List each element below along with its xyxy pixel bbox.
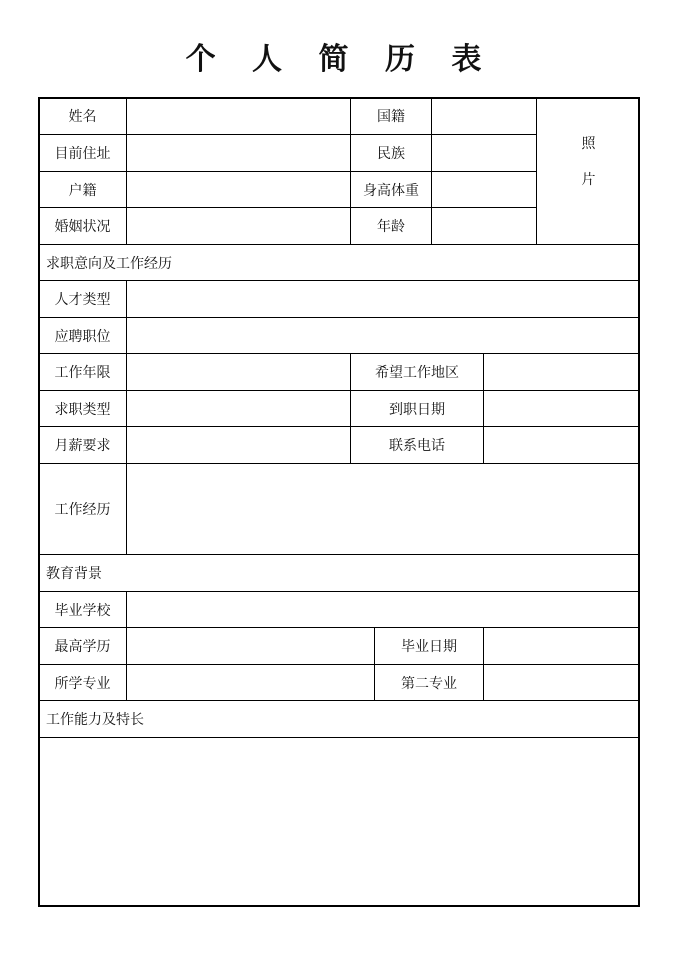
- height-weight-field[interactable]: [432, 172, 536, 207]
- job-type-field[interactable]: [127, 391, 350, 426]
- label-experience: 工作经历: [54, 502, 111, 518]
- address-field[interactable]: [127, 135, 350, 171]
- label-region: 希望工作地区: [375, 365, 459, 381]
- label-second-major: 第二专业: [401, 675, 457, 692]
- label-height-weight: 身高体重: [363, 182, 419, 199]
- label-start-date: 到职日期: [389, 401, 445, 418]
- phone-field[interactable]: [484, 427, 640, 463]
- major-field[interactable]: [127, 665, 374, 700]
- label-major: 所学专业: [54, 675, 111, 692]
- start-date-field[interactable]: [484, 391, 640, 426]
- marital-field[interactable]: [127, 208, 350, 244]
- household-field[interactable]: [127, 172, 350, 207]
- age-field[interactable]: [432, 208, 536, 244]
- photo-box[interactable]: [537, 98, 640, 244]
- degree-field[interactable]: [127, 628, 374, 664]
- years-field[interactable]: [127, 354, 350, 390]
- label-grad-date: 毕业日期: [401, 639, 457, 655]
- row-divider: [39, 554, 640, 555]
- label-salary: 月薪要求: [54, 438, 111, 454]
- salary-field[interactable]: [127, 427, 350, 463]
- label-position: 应聘职位: [54, 328, 111, 345]
- position-field[interactable]: [127, 318, 640, 353]
- talent-type-field[interactable]: [127, 281, 640, 317]
- ethnicity-field[interactable]: [432, 135, 536, 171]
- label-school: 毕业学校: [54, 602, 111, 619]
- label-years: 工作年限: [54, 365, 111, 381]
- label-ethnicity: 民族: [377, 146, 405, 162]
- label-marital: 婚姻状况: [54, 219, 111, 235]
- label-nationality: 国籍: [377, 109, 405, 125]
- section-job: 求职意向及工作经历: [46, 255, 172, 272]
- label-household: 户籍: [68, 182, 97, 199]
- section-education: 教育背景: [46, 566, 102, 582]
- page-title: 个 人 简 历 表: [185, 42, 495, 77]
- label-phone: 联系电话: [389, 438, 445, 454]
- label-job-type: 求职类型: [54, 401, 111, 418]
- region-field[interactable]: [484, 354, 640, 390]
- second-major-field[interactable]: [484, 665, 640, 700]
- experience-field[interactable]: [127, 464, 640, 554]
- label-age: 年龄: [377, 219, 405, 235]
- photo-label-top: 照: [581, 136, 596, 152]
- label-name: 姓名: [68, 109, 97, 125]
- grad-date-field[interactable]: [484, 628, 640, 664]
- nationality-field[interactable]: [432, 98, 536, 134]
- section-skills: 工作能力及特长: [46, 712, 144, 728]
- label-degree: 最高学历: [54, 639, 111, 655]
- name-field[interactable]: [127, 98, 350, 134]
- label-address: 目前住址: [54, 146, 111, 162]
- school-field[interactable]: [127, 592, 640, 627]
- photo-label-bottom: 片: [581, 172, 596, 188]
- skills-field[interactable]: [40, 738, 640, 906]
- label-talent-type: 人才类型: [54, 292, 111, 308]
